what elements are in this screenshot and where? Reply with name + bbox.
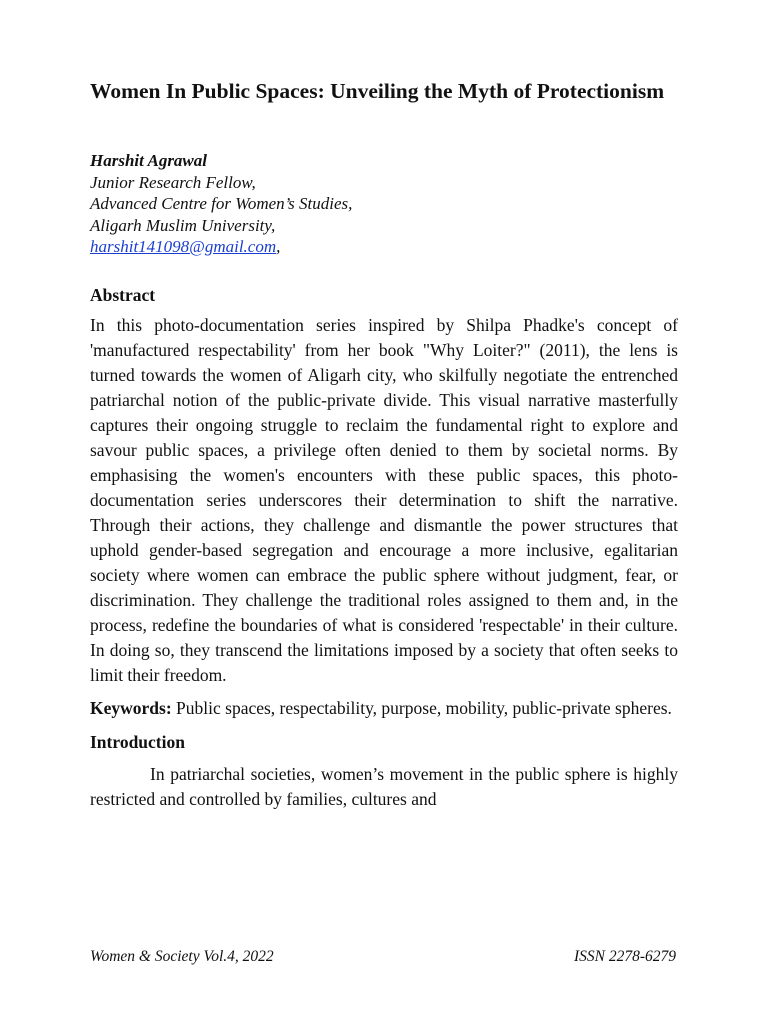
abstract-text: In this photo-documentation series inspired by Shilpa Phadke's concept of 'manufactured respectability' from her book "Why Loiter?" (2011), the lens is turned towards the women of Aligarh city, who skilfully negotiate the entrenched patriarchal notion of the public-private divide. This visual narrative masterfully captures their ongoing struggle to reclaim the fundamental right to explore and savour public spaces, a privilege often denied to them by societal norms. By emphasising the women's encounters with these public spaces, this photo-documentation series underscores their determination to shift the narrative. Through their actions, they challenge and dismantle the power structures that uphold gender-based segregation and encourage a more inclusive, egalitarian society where women can embrace the public sphere without judgment, fear, or discrimination. They challenge the traditional roles assigned to them and, in the process, redefine the boundaries of what is considered 'respectable' in their culture. In doing so, they transcend the limitations imposed by a society that often seeks to limit their freedom. (90, 314, 678, 685)
keywords-text: Public spaces, respectability, purpose, mobility, public-private spheres. (171, 697, 672, 718)
introduction-heading: Introduction (90, 731, 185, 752)
introduction-text: In patriarchal societies, women’s movement in the public sphere is highly restricted and controlled by families, cultures and (90, 763, 678, 809)
author-block (90, 150, 678, 258)
author-name: Harshit Agrawal (90, 151, 207, 170)
abstract-heading: Abstract (90, 284, 156, 305)
paper-page (90, 78, 678, 812)
keywords-label: Keywords: (90, 697, 172, 718)
footer-journal: Women & Society Vol.4, 2022 (90, 948, 274, 965)
footer-issn: ISSN 2278-6279 (573, 948, 676, 965)
author-institution: Aligarh Muslim University, (90, 215, 276, 235)
keywords-line (90, 696, 678, 721)
page-footer (90, 947, 676, 967)
author-email-link[interactable]: harshit141098@gmail.com (90, 237, 277, 256)
author-position: Junior Research Fellow, (90, 172, 256, 192)
author-email-line (90, 236, 678, 258)
paper-title: Women In Public Spaces: Unveiling the Myth of Protectionism (90, 79, 665, 103)
author-email-suffix: , (276, 237, 281, 256)
author-department: Advanced Centre for Women’s Studies, (90, 194, 353, 213)
